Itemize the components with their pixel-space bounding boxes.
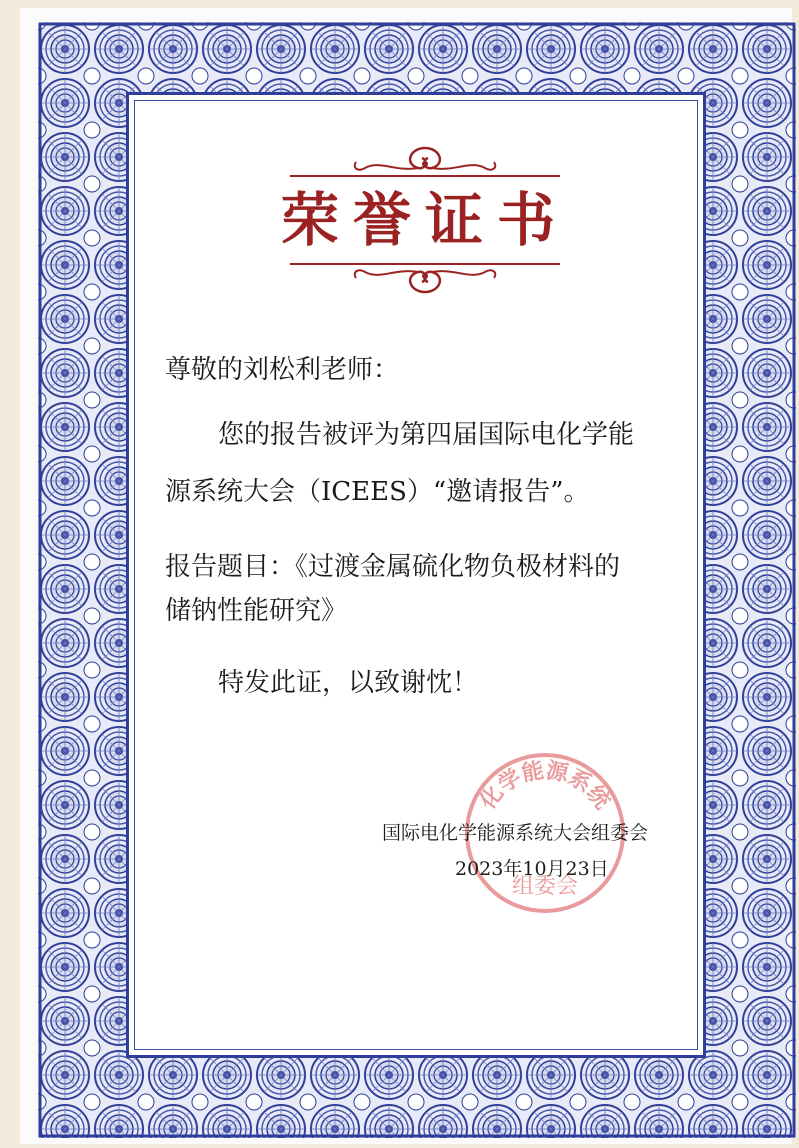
closing-line: 特发此证，以致谢忱！ (218, 668, 479, 698)
topic-line-1: 报告题目：《过渡金属硫化物负极材料的 (165, 552, 621, 582)
title-ornament-bottom (270, 258, 580, 298)
salutation: 尊敬的刘松利老师： (165, 355, 400, 385)
body-line-1: 您的报告被评为第四届国际电化学能 (218, 420, 635, 450)
seal-bottom-text: 组委会 (511, 874, 579, 899)
issue-date: 2023年10月23日 (455, 858, 609, 880)
body-line-2: 源系统大会（ICEES）“邀请报告”。 (165, 477, 590, 507)
seal-arc-text: 化学能源系统 (474, 757, 616, 814)
certificate-title: 荣誉证书 (280, 186, 569, 254)
svg-text:化学能源系统 (474, 757, 615, 814)
issuer-name: 国际电化学能源系统大会组委会 (382, 822, 649, 844)
title-ornament-top (270, 142, 580, 182)
topic-line-2: 储钠性能研究》 (165, 596, 348, 626)
